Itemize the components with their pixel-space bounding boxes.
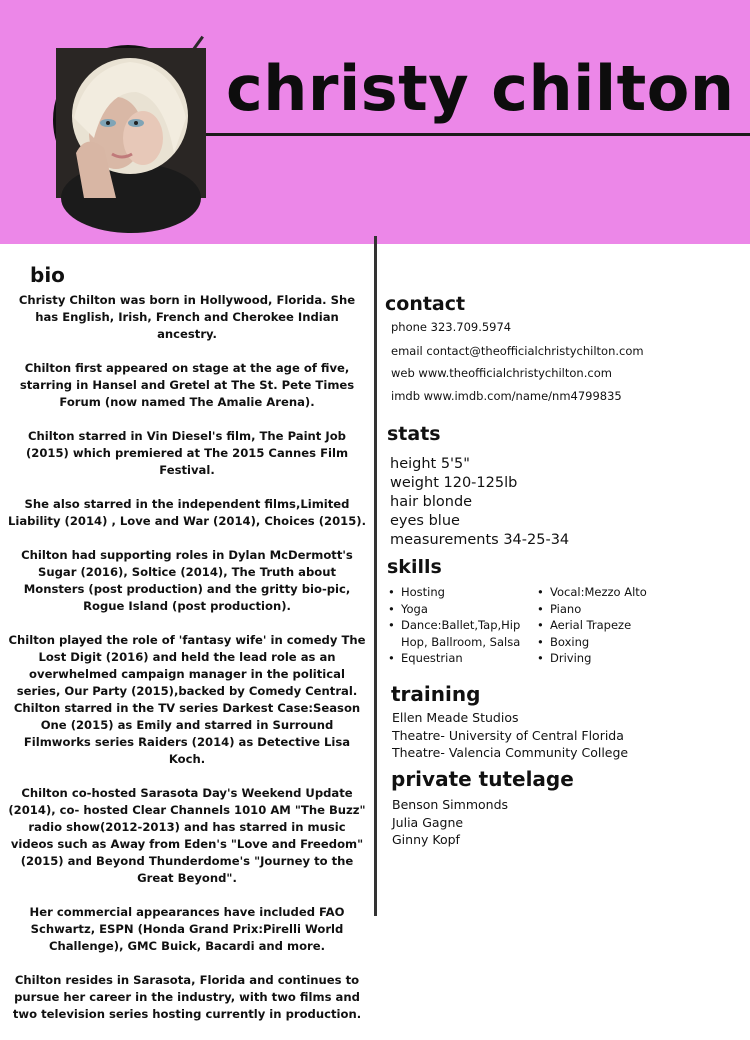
bio-paragraph: Her commercial appearances have included FAO Schwartz, ESPN (Honda Grand Prix:Pirelli World Challenge), GMC Buick, Bacardi and more. xyxy=(29,905,345,953)
page-title: christy chilton xyxy=(226,52,735,125)
stat-measurements: measurements 34-25-34 xyxy=(390,532,570,548)
tutelage-item: Julia Gagne xyxy=(392,814,464,830)
contact-web: web www.theofficialchristychilton.com xyxy=(391,366,612,380)
tutelage-item: Benson Simmonds xyxy=(392,797,509,812)
bio-heading: bio xyxy=(30,263,65,287)
skill-item: • Hosting xyxy=(388,584,524,601)
contact-email: email contact@theofficialchristychilton.com xyxy=(391,344,644,358)
stats-list xyxy=(390,455,569,550)
stat-height: height 5'5" xyxy=(390,456,470,472)
skill-item: • Equestrian xyxy=(388,650,524,667)
stat-hair: hair blonde xyxy=(390,494,473,510)
bio-paragraph: Chilton first appeared on stage at the age of five, starring in Hansel and Gretel at The St. Pete Times Forum (now named The Amalie Arena). xyxy=(19,361,355,409)
avatar xyxy=(53,45,203,195)
skill-item: • Boxing xyxy=(537,634,677,651)
skill-item: • Yoga xyxy=(388,601,524,618)
tutelage-heading: private tutelage xyxy=(391,767,574,791)
bio-paragraph: Christy Chilton was born in Hollywood, Florida. She has English, Irish, French and Cherokee Indian ancestry. xyxy=(18,293,356,341)
contact-heading: contact xyxy=(385,293,466,315)
training-item: Theatre- Valencia Community College xyxy=(392,745,629,761)
training-heading: training xyxy=(391,682,481,706)
portrait-photo xyxy=(56,48,206,198)
skill-item: • Dance:Ballet,Tap,Hip Hop, Ballroom, Salsa xyxy=(388,617,524,650)
skills-column-2 xyxy=(537,584,677,667)
skills-heading: skills xyxy=(387,556,442,578)
stat-weight: weight 120-125lb xyxy=(390,475,518,491)
bio-text xyxy=(8,292,366,1040)
skill-item: • Aerial Trapeze xyxy=(537,617,677,634)
training-item: Theatre- University of Central Florida xyxy=(392,727,624,743)
training-list xyxy=(392,709,628,762)
bio-paragraph: Chilton resides in Sarasota, Florida and continues to pursue her career in the industry, with two films and two television series hosting currently in production. xyxy=(12,973,362,1021)
training-item: Ellen Meade Studios xyxy=(392,710,519,725)
skill-item: • Piano xyxy=(537,601,677,618)
bio-paragraph: Chilton starred in Vin Diesel's film, The Paint Job (2015) which premiered at The 2015 Cannes Film Festival. xyxy=(25,429,349,477)
contact-phone: phone 323.709.5974 xyxy=(391,320,512,334)
skills-column-1 xyxy=(388,584,524,667)
tutelage-item: Ginny Kopf xyxy=(392,832,460,848)
header-rule xyxy=(200,133,750,136)
column-divider xyxy=(374,236,377,916)
tutelage-list xyxy=(392,796,508,849)
bio-paragraph: She also starred in the independent films,Limited Liability (2014) , Love and War (2014), Choices (2015). xyxy=(8,497,367,528)
bio-paragraph: Chilton had supporting roles in Dylan McDermott's Sugar (2016), Soltice (2014), The Truth about Monsters (post production) and the gritty bio-pic, Rogue Island (post production). xyxy=(21,548,353,613)
skill-item: • Driving xyxy=(537,650,677,667)
bio-paragraph: Chilton played the role of 'fantasy wife' in comedy The Lost Digit (2016) and held the lead role as an overwhelmed campaign manager in the political series, Our Party (2015),backed by Comedy Central. Chilton starred in the TV series Darkest Case:Season One (2015) as Emily and starred in Surround Filmworks series Raiders (2014) as Detective Lisa Koch. xyxy=(8,633,366,766)
bio-paragraph: Chilton co-hosted Sarasota Day's Weekend Update (2014), co- hosted Clear Channels 1010 AM "The Buzz" radio show(2012-2013) and has starred in music videos such as Away from Eden's "Love and Freedom" (2015) and Beyond Thunderdome's "Journey to the Great Beyond". xyxy=(8,786,366,885)
stat-eyes: eyes blue xyxy=(390,513,460,529)
contact-imdb: imdb www.imdb.com/name/nm4799835 xyxy=(391,389,622,403)
skill-item: • Vocal:Mezzo Alto xyxy=(537,584,677,601)
stats-heading: stats xyxy=(387,423,441,445)
